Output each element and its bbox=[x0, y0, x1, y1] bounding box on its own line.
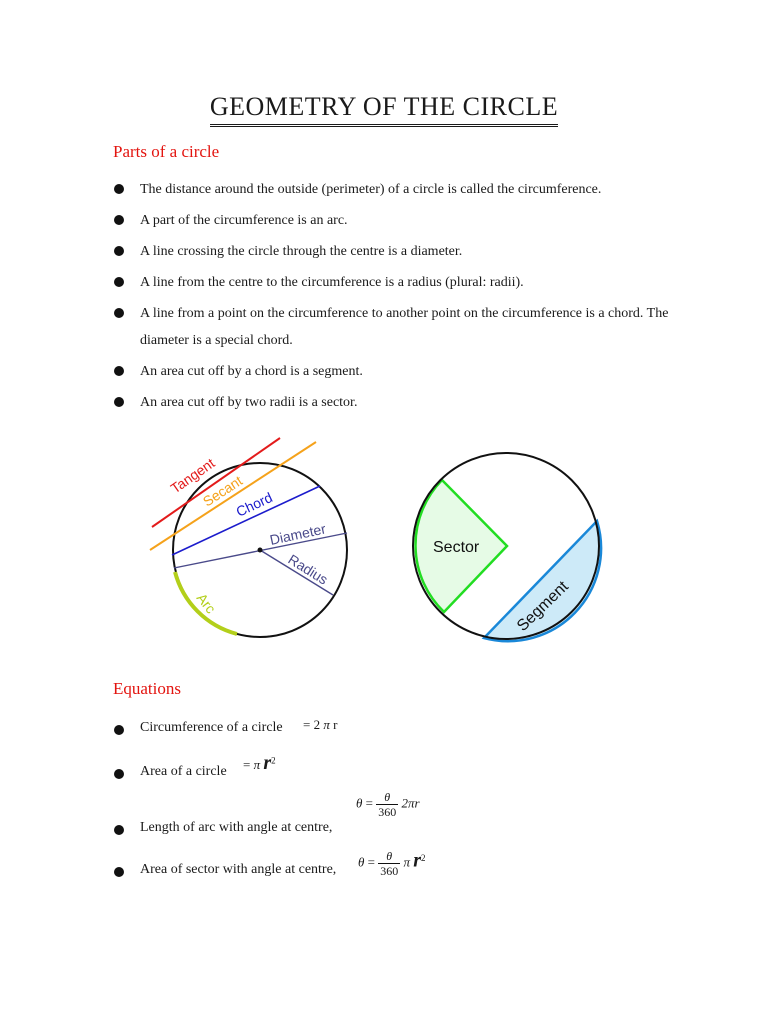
equations-list: Circumference of a circle = 2 π r Area of a circle = π $r^2$ Length of arc with angle at centre, θ = $\frac{\theta}{360}$ 2πr Area of sector with angle at centre, θ = $\frac{\theta}{360}$ π $r^2$ bbox=[113, 712, 713, 912]
list-item: The distance around the outside (perimeter) of a circle is called the circumference. bbox=[113, 176, 673, 203]
bullet-icon bbox=[114, 867, 124, 877]
bullet-icon bbox=[114, 215, 124, 225]
list-item: A line from the centre to the circumference is a radius (plural: radii). bbox=[113, 269, 673, 296]
sector-area-formula: θ = $\frac{\theta}{360}$ π $r^2$ bbox=[358, 849, 426, 878]
section-heading-parts: Parts of a circle bbox=[113, 142, 220, 161]
bullet-icon bbox=[114, 246, 124, 256]
arc-length-formula: θ = $\frac{\theta}{360}$ 2πr bbox=[356, 790, 420, 819]
circle-parts-diagram bbox=[140, 432, 620, 647]
bullet-icon bbox=[114, 769, 124, 779]
bullet-icon bbox=[114, 366, 124, 376]
sector-label: Sector bbox=[433, 539, 480, 556]
list-item: A part of the circumference is an arc. bbox=[113, 207, 673, 234]
area-formula: = π $r^2$ bbox=[243, 752, 276, 774]
parts-list bbox=[113, 176, 673, 420]
section-heading-equations: Equations bbox=[113, 679, 181, 698]
center-point bbox=[258, 548, 263, 553]
radius-label: Radius bbox=[285, 550, 331, 588]
segment-label: Segment bbox=[513, 578, 572, 635]
tangent-label: Tangent bbox=[167, 454, 218, 497]
list-item: An area cut off by a chord is a segment. bbox=[113, 358, 673, 385]
left-circle-diagram bbox=[150, 438, 347, 637]
list-item: An area cut off by two radii is a sector. bbox=[113, 389, 673, 416]
bullet-icon bbox=[114, 825, 124, 835]
arc-label: Arc bbox=[193, 589, 220, 617]
secant-label: Secant bbox=[199, 472, 246, 510]
bullet-icon bbox=[114, 308, 124, 318]
chord-label: Chord bbox=[233, 489, 275, 520]
bullet-icon bbox=[114, 725, 124, 735]
diameter-label: Diameter bbox=[268, 520, 328, 548]
list-item: A line crossing the circle through the centre is a diameter. bbox=[113, 238, 673, 265]
list-item: A line from a point on the circumference to another point on the circumference is a chord. The diameter is a special chord. bbox=[113, 300, 673, 354]
right-circle-diagram bbox=[413, 453, 601, 641]
bullet-icon bbox=[114, 277, 124, 287]
page-title: GEOMETRY OF THE CIRCLE bbox=[0, 92, 768, 127]
bullet-icon bbox=[114, 184, 124, 194]
circumference-formula: = 2 π r bbox=[303, 717, 338, 732]
bullet-icon bbox=[114, 397, 124, 407]
